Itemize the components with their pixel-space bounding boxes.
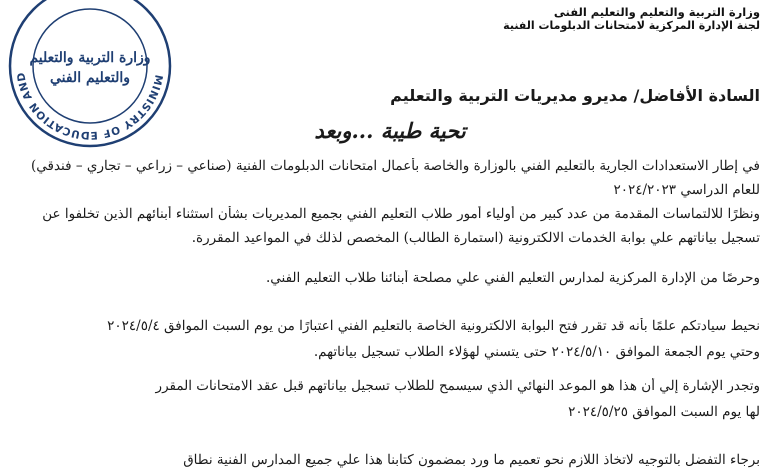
greeting: تحية طيبة ...وبعد	[314, 118, 466, 143]
committee-name: لجنة الإدارة المركزية لامتحانات الدبلومات الفنية	[503, 19, 760, 32]
ministry-seal	[6, 0, 174, 150]
body-line: وتجدر الإشارة إلي أن هذا هو الموعد النهائي الذي سيسمح للطلاب تسجيل بياناتهم قبل عقد الامتحانات المقرر	[155, 378, 760, 394]
svg-text:وزارة التربية والتعليم: وزارة التربية والتعليم	[29, 50, 151, 66]
body-line: ونظرًا للالتماسات المقدمة من عدد كبير من أولياء أمور طلاب التعليم الفني بجميع المديريات بشأن استثناء أبنائهم الذين تخلفوا عن	[42, 206, 760, 222]
ministry-name: وزارة التربية والتعليم والتعليم الفنى	[553, 5, 760, 19]
svg-text:والتعليم الفني: والتعليم الفني	[49, 70, 131, 86]
svg-text:MINISTRY OF EDUCATION AND TECH: MINISTRY OF EDUCATION AND	[15, 71, 165, 142]
body-line: نحيط سيادتكم علمًا بأنه قد تقرر فتح البوابة الالكترونية الخاصة بالتعليم الفني اعتبارًا من يوم السبت الموافق ٢٠٢٤/٥/٤	[107, 318, 760, 334]
body-line: تسجيل بياناتهم علي بوابة الخدمات الالكترونية (استمارة الطالب) المخصص لذلك في المواعيد المقررة.	[191, 230, 760, 246]
salutation: السادة الأفاضل/ مديرو مديريات التربية والتعليم	[390, 86, 760, 105]
body-line: وحرصًا من الإدارة المركزية لمدارس التعليم الفني علي مصلحة أبنائنا طلاب التعليم الفني.	[265, 270, 760, 286]
body-line: في إطار الاستعدادات الجارية بالتعليم الفني بالوزارة والخاصة بأعمال امتحانات الدبلومات الفنية (صناعي – زراعي – تجاري – فندقي)	[30, 158, 760, 174]
seal-logo	[6, 0, 174, 150]
body-line: وحتي يوم الجمعة الموافق ٢٠٢٤/٥/١٠ حتى يتسني لهؤلاء الطلاب تسجيل بياناتهم.	[313, 344, 760, 360]
body-line: لها يوم السبت الموافق ٢٠٢٤/٥/٢٥	[568, 404, 760, 420]
body-line: للعام الدراسي ٢٠٢٤/٢٠٢٣	[613, 182, 760, 198]
body-line: برجاء التفضل بالتوجيه لاتخاذ اللازم نحو تعميم ما ورد بمضمون كتابنا هذا علي جميع المدارس الفنية نطاق	[183, 452, 760, 468]
letterhead	[500, 5, 760, 33]
